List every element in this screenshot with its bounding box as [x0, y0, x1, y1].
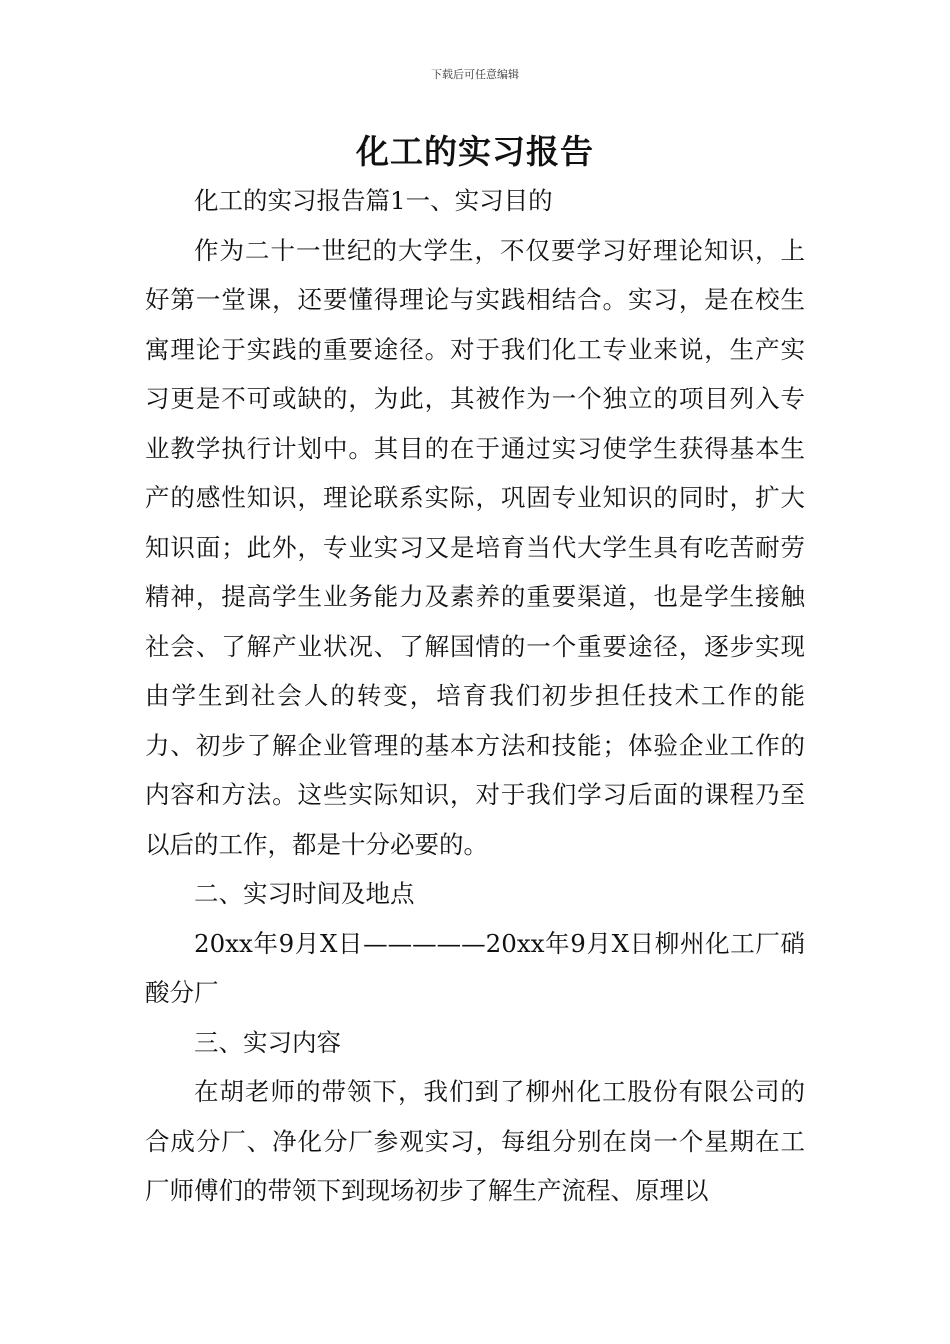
- section-heading-purpose: 化工的实习报告篇1一、实习目的: [194, 186, 553, 215]
- paragraph-content: 在胡老师的带领下，我们到了柳州化工股份有限公司的合成分厂、净化分厂参观实习，每组分别在岗一个星期在工厂师傅们的带领下到现场初步了解生产流程、原理以: [145, 1077, 805, 1205]
- document-body: [145, 176, 805, 1216]
- section-heading-content: 三、实习内容: [194, 1027, 341, 1057]
- section-heading-time-place: 二、实习时间及地点: [194, 879, 415, 908]
- header-note: 下载后可任意编辑: [431, 68, 519, 81]
- paragraph-time-place: 20xx年9月X日—————20xx年9月X日柳州化工厂硝酸分厂: [145, 928, 805, 1007]
- paragraph-purpose: 作为二十一世纪的大学生，不仅要学习好理论知识，上好第一堂课，还要懂得理论与实践相结合。实习，是在校生寓理论于实践的重要途径。对于我们化工专业来说，生产实习更是不可或缺的，为此，其被作为一个独立的项目列入专业教学执行计划中。其目的在于通过实习使学生获得基本生产的感性知识，理论联系实际，巩固专业知识的同时，扩大知识面；此外，专业实习又是培育当代大学生具有吃苦耐劳精神，提高学生业务能力及素养的重要渠道，也是学生接触社会、了解产业状况、了解国情的一个重要途径，逐步实现由学生到社会人的转变，培育我们初步担任技术工作的能力、初步了解企业管理的基本方法和技能；体验企业工作的内容和方法。这些实际知识，对于我们学习后面的课程乃至以后的工作，都是十分必要的。: [145, 235, 805, 859]
- document-title: 化工的实习报告: [356, 132, 594, 171]
